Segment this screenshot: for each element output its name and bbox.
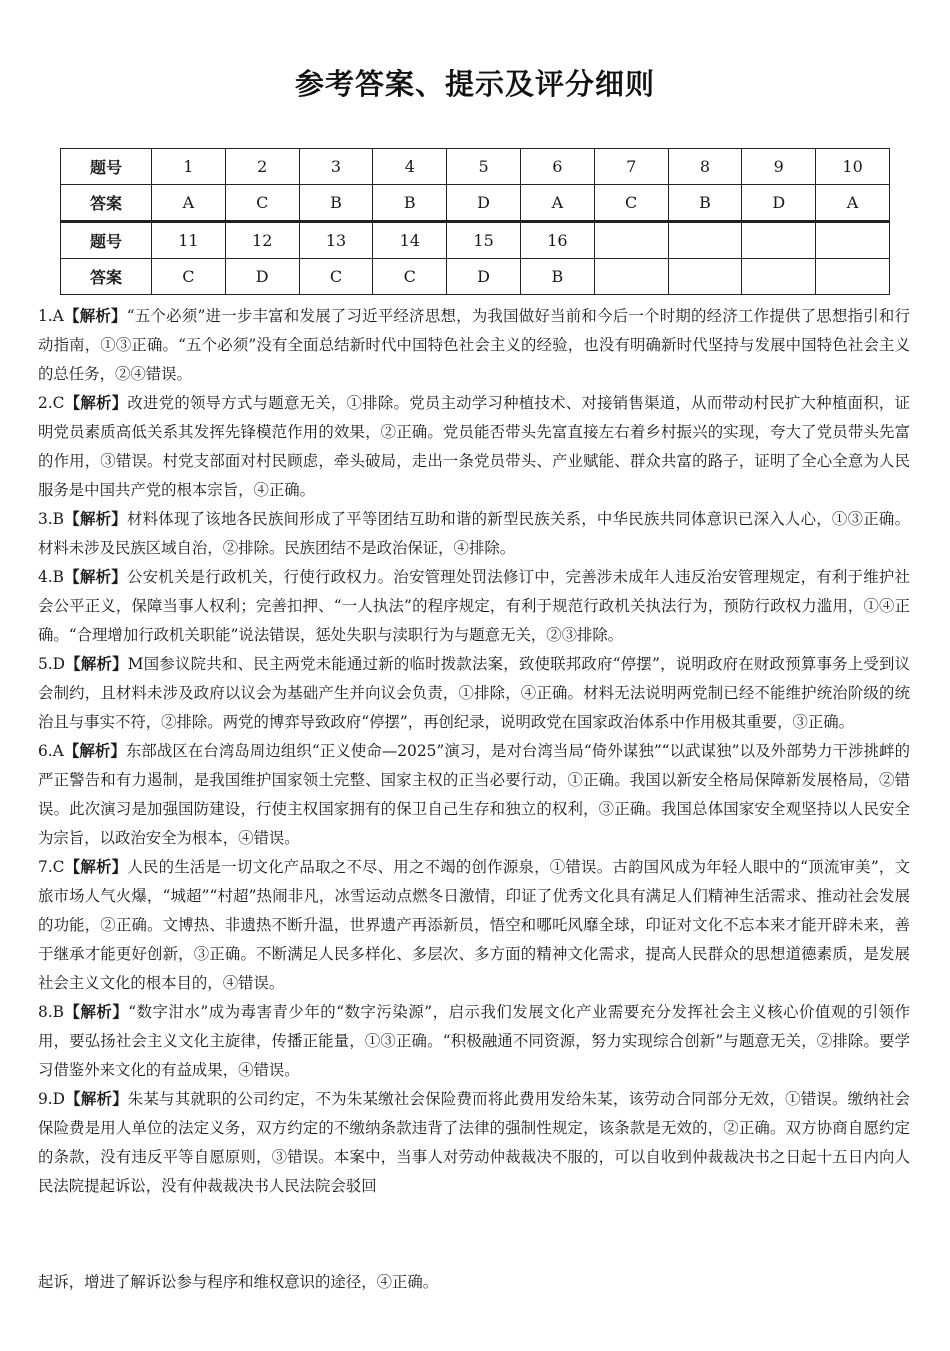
item-text: “数字泔水”成为毒害青少年的“数字污染源”，启示我们发展文化产业需要充分发挥社会主义核心价值观的引领作用，要弘扬社会主义文化主旋律，传播正能量，①③正确。“积极融通不同资源，努力实现综合创新”与题意无关，②排除。要学习借鉴外来文化的有益成果，④错误。 xyxy=(38,1003,910,1079)
analysis-tag: 【解析】 xyxy=(64,858,128,876)
answer-cell: C xyxy=(299,259,373,295)
answer-row xyxy=(61,185,890,222)
question-number-cell xyxy=(668,222,742,259)
analysis-tag: 【解析】 xyxy=(64,510,127,528)
question-number-cell: 7 xyxy=(594,149,668,185)
explanation-item xyxy=(38,650,910,737)
item-text: M国参议院共和、民主两党未能通过新的临时拨款法案，致使联邦政府“停摆”，说明政府在财政预算事务上受到议会制约，且材料未涉及政府以议会为基础产生并向议会负责，①排除，④正确。材料无法说明两党制已经不能维护统治阶级的统治且与事实不符，②排除。两党的博弈导致政府“停摆”，再创纪录，说明政党在国家政治体系中作用极其重要，③正确。 xyxy=(38,655,910,731)
analysis-tag: 【解析】 xyxy=(64,1003,129,1021)
question-number-cell: 4 xyxy=(373,149,447,185)
item-number: 7.C xyxy=(38,858,65,876)
explanation-item xyxy=(38,998,910,1085)
question-number-cell: 9 xyxy=(742,149,816,185)
item-number: 9.D xyxy=(38,1090,66,1108)
question-number-cell: 13 xyxy=(299,222,373,259)
question-number-cell: 11 xyxy=(152,222,226,259)
question-number-cell: 5 xyxy=(447,149,521,185)
item-number: 4.B xyxy=(38,568,64,586)
item-number: 5.D xyxy=(38,655,66,673)
analysis-tag: 【解析】 xyxy=(65,1090,128,1108)
item-text: 人民的生活是一切文化产品取之不尽、用之不竭的创作源泉，①错误。古韵国风成为年轻人眼中的“顶流审美”，文旅市场人气火爆，“城超”“村超”热闹非凡，冰雪运动点燃冬日激情，印证了优秀文化具有满足人们精神生活需求、推动社会发展的功能，②正确。文博热、非遗热不断升温，世界遗产再添新员，悟空和哪吒风靡全球，印证对文化不忘本来才能开辟未来，善于继承才能更好创新，③正确。不断满足人民多样化、多层次、多方面的精神文化需求，提高人民群众的思想道德素质，是发展社会主义文化的根本目的，④错误。 xyxy=(38,858,910,992)
explanation-item xyxy=(38,563,910,650)
question-number-cell: 3 xyxy=(299,149,373,185)
answer-cell: D xyxy=(742,185,816,222)
row-header-question: 题号 xyxy=(61,149,152,185)
item-text: 朱某与其就职的公司约定，不为朱某缴社会保险费而将此费用发给朱某，该劳动合同部分无效，①错误。缴纳社会保险费是用人单位的法定义务，双方约定的不缴纳条款违背了法律的强制性规定，该条款是无效的，②正确。双方协商自愿约定的条款，没有违反平等自愿原则，③错误。本案中，当事人对劳动仲裁裁决不服的，可以自收到仲裁裁决书之日起十五日内向人民法院提起诉讼，没有仲裁裁决书人民法院会驳回 xyxy=(38,1090,910,1195)
analysis-tag: 【解析】 xyxy=(63,742,126,760)
answer-cell: A xyxy=(816,185,890,222)
question-number-cell: 14 xyxy=(373,222,447,259)
answer-cell: D xyxy=(447,185,521,222)
item-number: 8.B xyxy=(38,1003,64,1021)
explanation-item xyxy=(38,1085,910,1201)
analysis-tag: 【解析】 xyxy=(64,394,128,412)
row-header-answer: 答案 xyxy=(61,259,152,295)
answer-cell xyxy=(816,259,890,295)
answer-cell: B xyxy=(299,185,373,222)
question-number-cell: 16 xyxy=(520,222,594,259)
item-number: 6.A xyxy=(38,742,64,760)
explanation-item xyxy=(38,389,910,505)
question-number-cell: 1 xyxy=(152,149,226,185)
row-header-question: 题号 xyxy=(61,222,152,259)
analysis-tag: 【解析】 xyxy=(64,568,127,586)
answer-cell: A xyxy=(520,185,594,222)
answer-cell xyxy=(742,259,816,295)
answer-cell: C xyxy=(373,259,447,295)
answer-cell: C xyxy=(594,185,668,222)
explanation-item xyxy=(38,505,910,563)
analysis-tag: 【解析】 xyxy=(65,655,128,673)
question-number-cell: 10 xyxy=(816,149,890,185)
question-number-cell xyxy=(742,222,816,259)
answer-cell: B xyxy=(373,185,447,222)
item-text: 公安机关是行政机关，行使行政权力。治安管理处罚法修订中，完善涉未成年人违反治安管理规定，有利于维护社会公平正义，保障当事人权利；完善扣押、“一人执法”的程序规定，有利于规范行政机关执法行为，预防行政权力滥用，①④正确。“合理增加行政机关职能”说法错误，惩处失职与渎职行为与题意无关，②③排除。 xyxy=(38,568,910,644)
question-number-row xyxy=(61,222,890,259)
item-number: 2.C xyxy=(38,394,65,412)
question-number-cell xyxy=(594,222,668,259)
question-number-cell: 12 xyxy=(225,222,299,259)
question-number-cell xyxy=(816,222,890,259)
question-number-cell: 6 xyxy=(520,149,594,185)
explanation-item xyxy=(38,853,910,998)
answer-cell: C xyxy=(225,185,299,222)
answer-cell xyxy=(668,259,742,295)
item-number: 1.A xyxy=(38,307,64,325)
item-text: 东部战区在台湾岛周边组织“正义使命—2025”演习，是对台湾当局“倚外谋独”“以武谋独”以及外部势力干涉挑衅的严正警告和有力遏制，是我国维护国家领土完整、国家主权的正当必要行动，①正确。我国以新安全格局保障新发展格局，②错误。此次演习是加强国防建设，行使主权国家拥有的保卫自己生存和独立的权利，③正确。我国总体国家安全观坚持以人民安全为宗旨，以政治安全为根本，④错误。 xyxy=(38,742,910,847)
answer-cell xyxy=(594,259,668,295)
explanation-item xyxy=(38,737,910,853)
explanations xyxy=(38,302,910,1201)
question-number-row xyxy=(61,149,890,185)
answer-cell: D xyxy=(447,259,521,295)
answer-cell: B xyxy=(668,185,742,222)
cut-off-line xyxy=(38,1273,598,1291)
cut-off-text: 起诉，增进了解诉讼参与程序和维权意识的途径，④正确。 xyxy=(38,1273,439,1291)
answer-cell: A xyxy=(152,185,226,222)
question-number-cell: 15 xyxy=(447,222,521,259)
analysis-tag: 【解析】 xyxy=(63,307,127,325)
item-text: “五个必须”进一步丰富和发展了习近平经济思想，为我国做好当前和今后一个时期的经济工作提供了思想指引和行动指南，①③正确。“五个必须”没有全面总结新时代中国特色社会主义的经验，也没有明确新时代坚持与发展中国特色社会主义的总任务，②④错误。 xyxy=(38,307,910,383)
answer-cell: B xyxy=(520,259,594,295)
page-title: 参考答案、提示及评分细则 xyxy=(294,67,655,101)
answer-row xyxy=(61,259,890,295)
answer-table xyxy=(60,148,890,295)
row-header-answer: 答案 xyxy=(61,185,152,222)
question-number-cell: 2 xyxy=(225,149,299,185)
item-text: 材料体现了该地各民族间形成了平等团结互助和谐的新型民族关系，中华民族共同体意识已深入人心，①③正确。材料未涉及民族区域自治，②排除。民族团结不是政治保证，④排除。 xyxy=(38,510,910,557)
answer-cell: C xyxy=(152,259,226,295)
explanation-item xyxy=(38,302,910,389)
answer-cell: D xyxy=(225,259,299,295)
question-number-cell: 8 xyxy=(668,149,742,185)
item-number: 3.B xyxy=(38,510,64,528)
item-text: 改进党的领导方式与题意无关，①排除。党员主动学习种植技术、对接销售渠道，从而带动村民扩大种植面积，证明党员素质高低关系其发挥先锋模范作用的效果，②正确。党员能否带头先富直接左右着乡村振兴的实现，夸大了党员带头先富的作用，③错误。村党支部面对村民顾虑，牵头破局，走出一条党员带头、产业赋能、群众共富的路子，证明了全心全意为人民服务是中国共产党的根本宗旨，④正确。 xyxy=(38,394,910,499)
